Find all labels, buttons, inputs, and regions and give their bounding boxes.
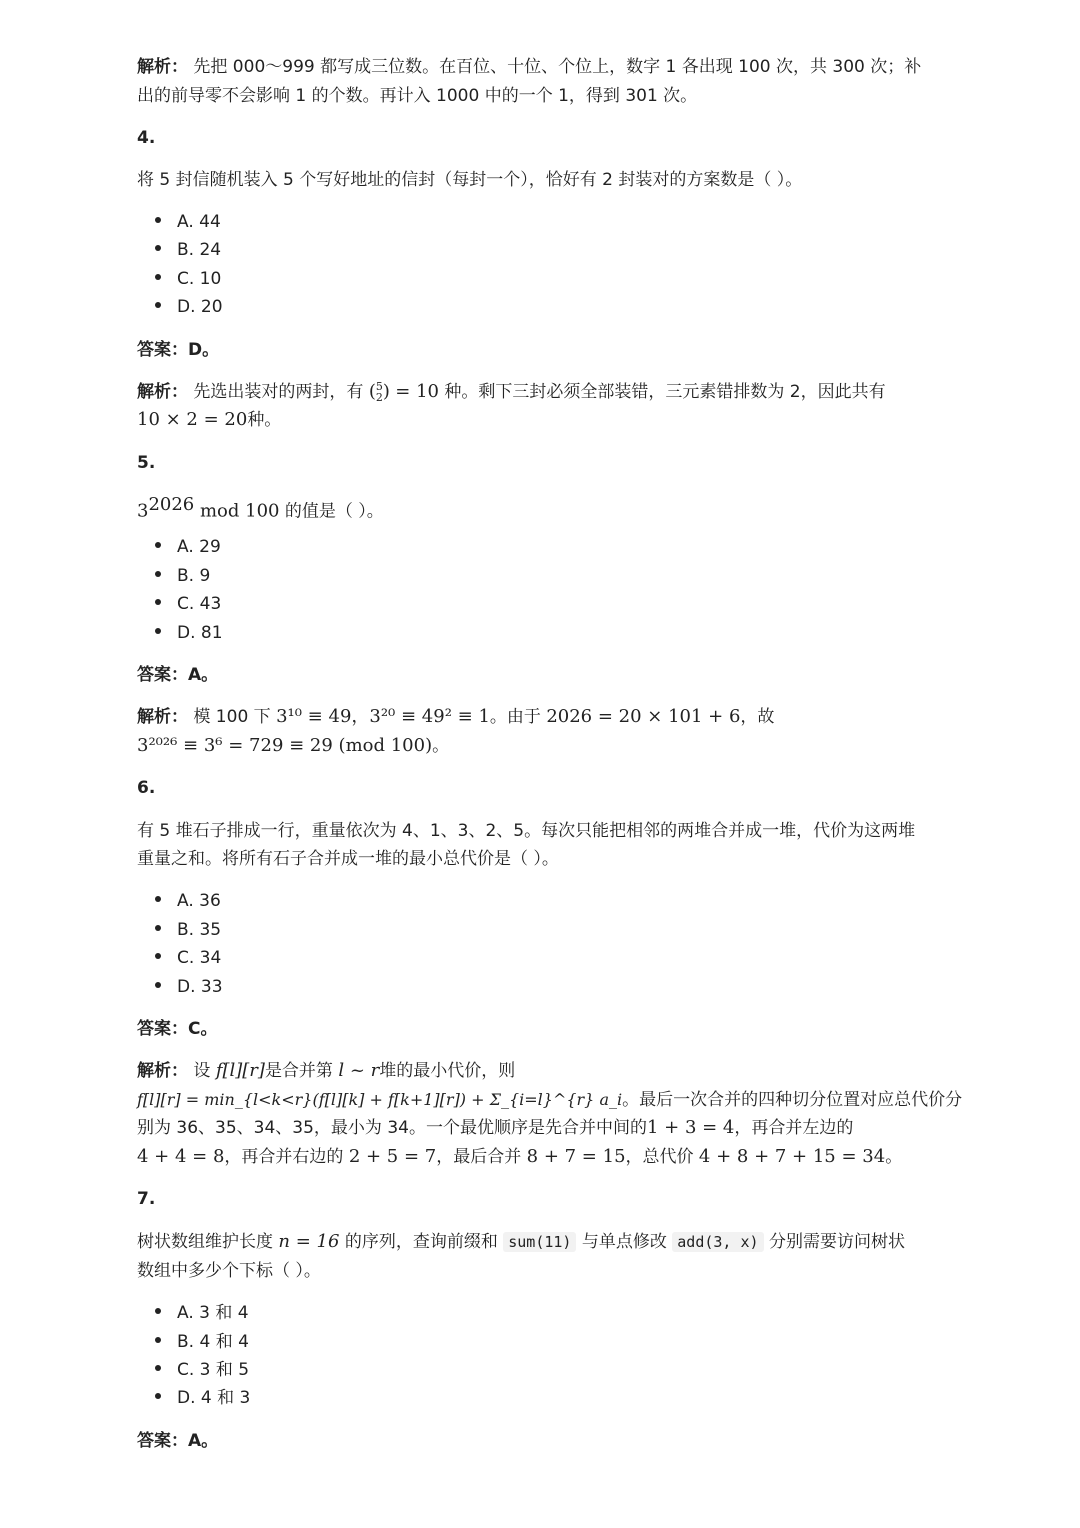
question-6-answer: 答案：C。 <box>137 1019 218 1039</box>
question-5-option-b: B. 9 <box>155 562 210 590</box>
question-7-number: 7. <box>137 1189 156 1209</box>
question-4-option-d: D. 20 <box>155 293 223 321</box>
question-5-answer: 答案：A。 <box>137 665 219 685</box>
question-7-option-d: D. 4 和 3 <box>155 1384 250 1412</box>
question-5-option-d: D. 81 <box>155 619 223 647</box>
question-6-analysis-line-2: f[l][r] = min_{l<k<r}(f[l][k] + f[k+1][r]) + Σ_{i=l}^{r} a_i。最后一次合并的四种切分位置对应总代价分 <box>137 1090 963 1110</box>
question-4-number: 4. <box>137 128 156 148</box>
question-4-option-c: C. 10 <box>155 265 221 293</box>
question-7-stem-line-1: 树状数组维护长度 n = 16 的序列，查询前缀和 sum(11) 与单点修改 add(3, x) 分别需要访问树状 <box>137 1231 905 1252</box>
question-7-option-b: B. 4 和 4 <box>155 1328 249 1356</box>
question-4-analysis-line-2: 10 × 2 = 20种。 <box>137 409 282 430</box>
intro-line-2: 出的前导零不会影响 1 的个数。再计入 1000 中的一个 1，得到 301 次。 <box>137 86 698 106</box>
question-4-analysis-line-1: 解析： 先选出装对的两封，有 ( 5 2 ) = 10 种。剩下三封必须全部装错，三元素错排数为 2，因此共有 <box>137 380 886 404</box>
question-7-option-c: C. 3 和 5 <box>155 1356 249 1384</box>
question-7-option-a: A. 3 和 4 <box>155 1299 249 1327</box>
analysis-label: 解析： <box>137 57 188 77</box>
question-6-analysis-line-3: 别为 36、35、34、35，最小为 34。一个最优顺序是先合并中间的1 + 3 = 4，再合并左边的 <box>137 1117 854 1138</box>
question-5-stem: $3^{2026}$ mod 100 的值是（ ）。 <box>137 494 384 522</box>
question-5-option-a: A. 29 <box>155 533 221 561</box>
code-add: add(3, x) <box>672 1232 763 1252</box>
question-6-analysis-line-4: 4 + 4 = 8，再合并右边的 2 + 5 = 7，最后合并 8 + 7 = 15，总代价 4 + 8 + 7 + 15 = 34。 <box>137 1146 903 1167</box>
question-6-option-c: C. 34 <box>155 944 221 972</box>
binomial: ( 5 2 ) <box>368 380 390 404</box>
question-6-stem-line-1: 有 5 堆石子排成一行，重量依次为 4、1、3、2、5。每次只能把相邻的两堆合并成一堆，代价为这两堆 <box>137 821 916 841</box>
code-sum: sum(11) <box>503 1232 576 1252</box>
question-4-answer: 答案：D。 <box>137 340 220 360</box>
question-5-analysis-line-2: 3²⁰²⁶ ≡ 3⁶ = 729 ≡ 29 (mod 100)。 <box>137 735 450 756</box>
question-4-option-b: B. 24 <box>155 236 221 264</box>
question-5-option-c: C. 43 <box>155 590 221 618</box>
question-5-analysis-line-1: 解析： 模 100 下 3¹⁰ ≡ 49，3²⁰ ≡ 49² ≡ 1。由于 2026 = 20 × 101 + 6，故 <box>137 706 775 727</box>
question-6-option-a: A. 36 <box>155 887 221 915</box>
question-6-analysis-line-1: 解析： 设 f[l][r]是合并第 l ~ r堆的最小代价，则 <box>137 1060 516 1081</box>
question-6-option-b: B. 35 <box>155 916 221 944</box>
question-6-option-d: D. 33 <box>155 973 223 1001</box>
question-7-stem-line-2: 数组中多少个下标（ ）。 <box>137 1261 321 1281</box>
intro-line-1 <box>137 53 921 81</box>
intro-text-1: 先把 000～999 都写成三位数。在百位、十位、个位上，数字 1 各出现 100 次，共 300 次；补 <box>193 57 922 77</box>
question-4-stem: 将 5 封信随机装入 5 个写好地址的信封（每封一个），恰好有 2 封装对的方案数是（ ）。 <box>137 170 803 190</box>
question-6-stem-line-2: 重量之和。将所有石子合并成一堆的最小总代价是（ ）。 <box>137 849 559 869</box>
question-6-number: 6. <box>137 778 156 798</box>
question-4-option-a: A. 44 <box>155 208 221 236</box>
question-5-number: 5. <box>137 453 156 473</box>
question-7-answer: 答案：A。 <box>137 1431 219 1451</box>
